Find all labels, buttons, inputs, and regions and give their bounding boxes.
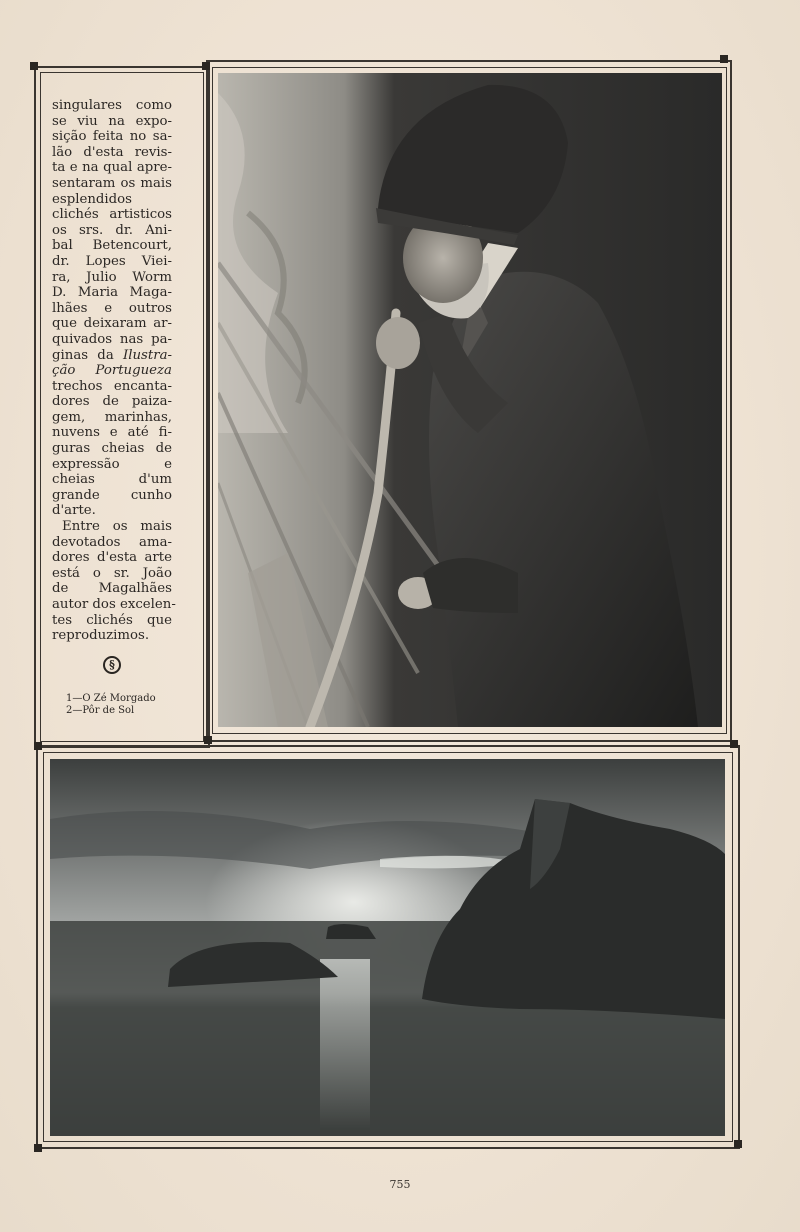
article-text (52, 98, 176, 644)
text-line: D. Maria Maga- (52, 285, 172, 301)
text-line: singulares como (52, 98, 172, 113)
text-line (52, 363, 172, 379)
text-line: de Magalhães (52, 581, 172, 597)
sun-reflection (320, 959, 370, 1129)
text-line: sentaram os mais (52, 175, 172, 191)
text-line: devotados ama- (52, 534, 172, 550)
text-line: reproduzimos. (52, 628, 150, 644)
frame-corner (204, 736, 212, 744)
text-line: que deixaram ar- (52, 316, 172, 332)
text-line: ra, Julio Worm (52, 269, 172, 285)
text-line: bal Betencourt, (52, 238, 172, 254)
page-number: 755 (389, 1178, 411, 1191)
text-line: grande cunho (52, 487, 172, 503)
paragraph-1 (52, 98, 172, 519)
frame-corner (730, 740, 738, 748)
text-fragment: ginas da (52, 347, 123, 363)
photo-captions (66, 693, 156, 717)
text-line: d'arte. (52, 503, 96, 519)
frame-corner (34, 742, 42, 750)
text-line: esplendidos (52, 191, 132, 207)
caption-portrait: 1—O Zé Morgado (66, 693, 156, 704)
text-line: guras cheias de (52, 441, 172, 457)
text-line: expressão e (52, 456, 172, 472)
photo-sunset (50, 759, 725, 1136)
text-line: clichés artisticos (52, 207, 172, 223)
italic-magazine-name: ção Portugueza (52, 363, 172, 379)
sunset-illustration (50, 759, 725, 1136)
text-line: quivados nas pa- (52, 331, 172, 347)
italic-magazine-name: Ilustra- (122, 347, 172, 363)
text-line: se viu na expo- (52, 113, 172, 129)
paragraph-2 (52, 519, 176, 644)
text-line: dr. Lopes Viei- (52, 253, 172, 269)
text-line: os srs. dr. Ani- (52, 222, 172, 238)
text-line: tes clichés que (52, 612, 172, 628)
portrait-illustration (218, 73, 722, 727)
text-line: autor dos excelen- (52, 597, 176, 612)
text-line: nuvens e até fi- (52, 425, 172, 441)
text-line: trechos encanta- (52, 378, 172, 394)
ornament-icon: § (103, 656, 121, 674)
caption-sunset: 2—Pôr de Sol (66, 705, 135, 716)
text-line (52, 348, 172, 364)
hand-upper (376, 317, 420, 369)
photo-portrait (218, 73, 722, 727)
frame-corner (30, 62, 38, 70)
text-line: sição feita no sa- (52, 129, 172, 145)
frame-corner (34, 1144, 42, 1152)
text-line: lhães e outros (52, 300, 172, 316)
frame-corner (202, 62, 210, 70)
text-line: dores d'esta arte (52, 550, 172, 566)
text-line: gem, marinhas, (52, 409, 172, 425)
text-line: lão d'esta revis- (52, 144, 172, 160)
text-line: está o sr. João (52, 565, 172, 581)
frame-corner (720, 55, 728, 63)
frame-corner (734, 1140, 742, 1148)
text-line: cheias d'um (52, 472, 172, 488)
text-line: ta e na qual apre- (52, 160, 172, 176)
text-line: dores de paiza- (52, 394, 172, 410)
text-line: Entre os mais (62, 519, 172, 535)
